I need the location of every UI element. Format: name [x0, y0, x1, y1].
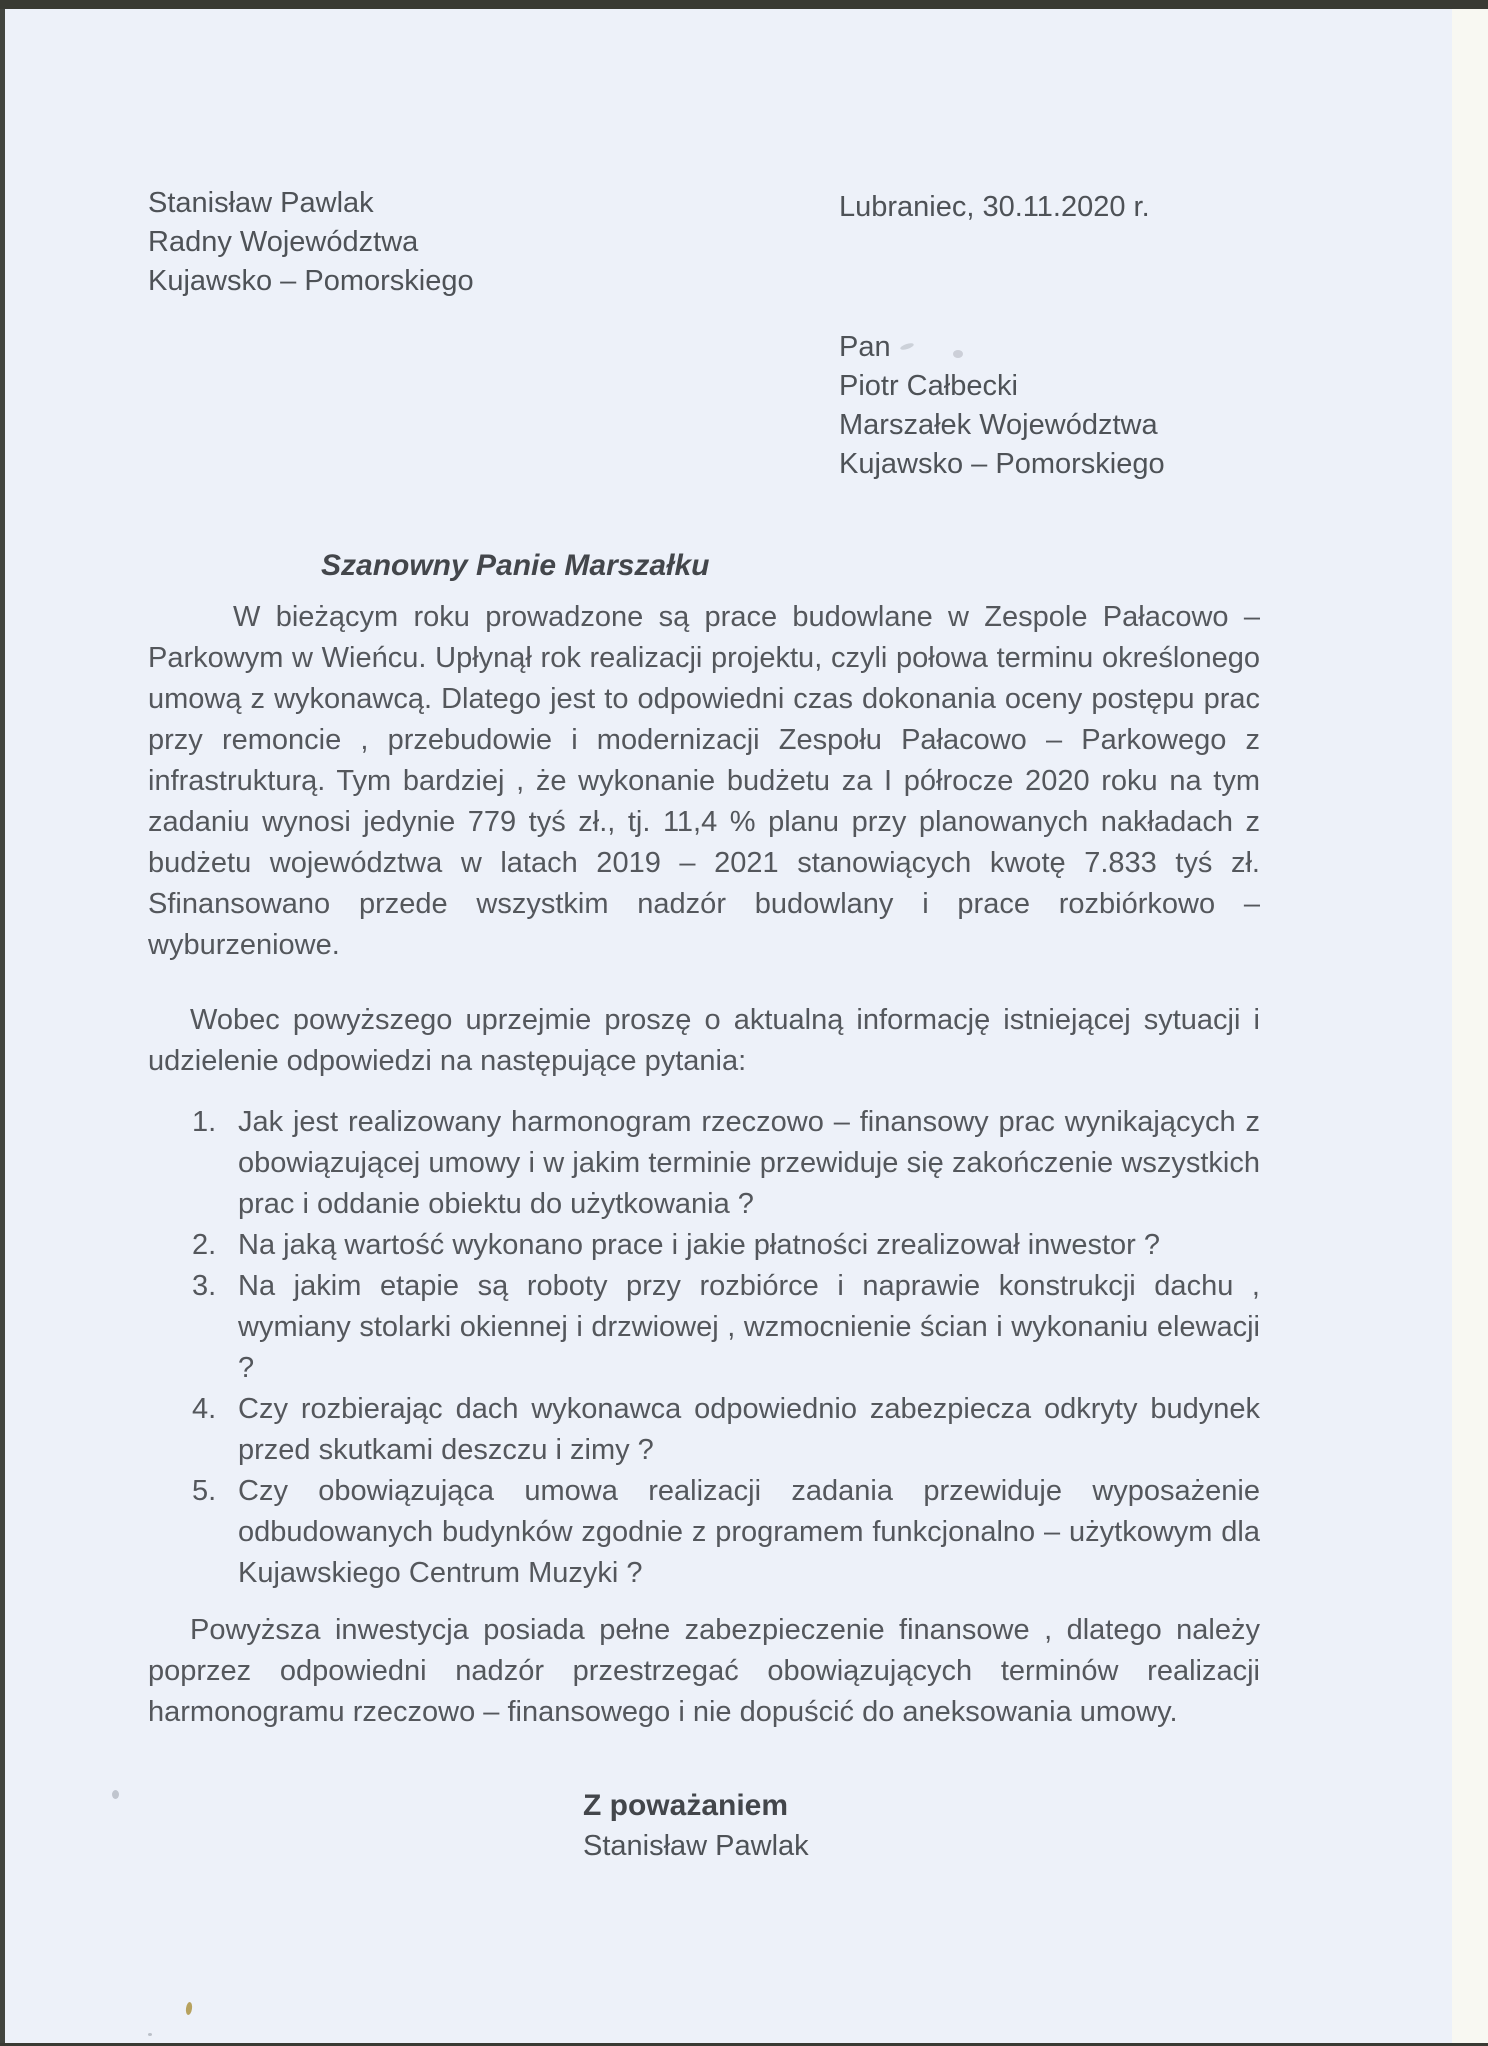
question-number: 4.	[192, 1393, 217, 1425]
sender-title: Radny Województwa	[148, 226, 419, 258]
valediction: Z poważaniem	[583, 1789, 789, 1822]
question-number: 3.	[192, 1270, 217, 1302]
recipient-region: Kujawsko – Pomorskiego	[839, 448, 1165, 480]
question-item-4	[148, 1389, 1260, 1471]
paragraph-closing: Powyższa inwestycja posiada pełne zabezpieczenie finansowe , dlatego należy poprzez odpowiedni nadzór przestrzegać obowiązujących terminów realizacji harmonogramu rzeczowo – finansowego i nie dopuścić do aneksowania umowy.	[148, 1614, 1260, 1728]
date-line: Lubraniec, 30.11.2020 r.	[839, 191, 1150, 223]
scan-speck	[112, 1790, 119, 1799]
scan-speck	[148, 2033, 152, 2036]
sender-name: Stanisław Pawlak	[148, 187, 374, 219]
question-item-3	[148, 1266, 1260, 1389]
questions-list	[148, 1102, 1260, 1594]
signature-name: Stanisław Pawlak	[583, 1830, 809, 1862]
recipient-title: Marszałek Województwa	[839, 409, 1158, 441]
scan-speck	[185, 2002, 193, 2016]
question-text: Czy obowiązująca umowa realizacji zadania przewiduje wyposażenie odbudowanych budynków zgodnie z programem funkcjonalno – użytkowym dla Kujawskiego Centrum Muzyki ?	[238, 1475, 1260, 1589]
scan-edge-top	[0, 0, 1488, 9]
recipient-block	[839, 328, 1165, 484]
closing-block	[583, 1786, 809, 1866]
question-number: 5.	[192, 1475, 217, 1507]
question-number: 2.	[192, 1229, 217, 1261]
scan-speck	[953, 350, 963, 358]
sender-block	[148, 184, 474, 301]
scan-edge-right	[1452, 9, 1488, 2043]
question-text: Czy rozbierając dach wykonawca odpowiednio zabezpiecza odkryty budynek przed skutkami deszczu i zimy ?	[238, 1393, 1260, 1466]
paragraph-request: Wobec powyższego uprzejmie proszę o aktualną informację istniejącej sytuacji i udzielenie odpowiedzi na następujące pytania:	[148, 1004, 1260, 1077]
paragraph-intro: W bieżącym roku prowadzone są prace budowlane w Zespole Pałacowo – Parkowym w Wieńcu. Upłynął rok realizacji projektu, czyli połowa terminu określonego umową z wykonawcą. Dlatego jest to odpowiedni czas dokonania oceny postępu prac przy remoncie , przebudowie i modernizacji Zespołu Pałacowo – Parkowego z infrastrukturą. Tym bardziej , że wykonanie budżetu za I półrocze 2020 roku na tym zadaniu wynosi jedynie 779 tyś zł., tj. 11,4 % planu przy planowanych nakładach z budżetu województwa w latach 2019 – 2021 stanowiących kwotę 7.833 tyś zł. Sfinansowano przede wszystkim nadzór budowlany i prace rozbiórkowo – wyburzeniowe.	[148, 601, 1260, 961]
scan-edge-left	[0, 9, 5, 2046]
salutation: Szanowny Panie Marszałku	[321, 549, 710, 582]
question-text: Na jakim etapie są roboty przy rozbiórce i naprawie konstrukcji dachu , wymiany stolarki okiennej i drzwiowej , wzmocnienie ścian i wykonaniu elewacji ?	[238, 1270, 1260, 1384]
recipient-honorific: Pan	[839, 331, 891, 363]
question-item-2	[148, 1225, 1260, 1266]
question-text: Jak jest realizowany harmonogram rzeczowo – finansowy prac wynikających z obowiązującej umowy i w jakim terminie przewiduje się zakończenie wszystkich prac i oddanie obiektu do użytkowania ?	[238, 1106, 1260, 1220]
question-text: Na jaką wartość wykonano prace i jakie płatności zrealizował inwestor ?	[238, 1229, 1160, 1261]
sender-region: Kujawsko – Pomorskiego	[148, 265, 474, 297]
recipient-name: Piotr Całbecki	[839, 370, 1018, 402]
question-number: 1.	[192, 1106, 217, 1138]
question-item-5	[148, 1471, 1260, 1594]
question-item-1	[148, 1102, 1260, 1225]
